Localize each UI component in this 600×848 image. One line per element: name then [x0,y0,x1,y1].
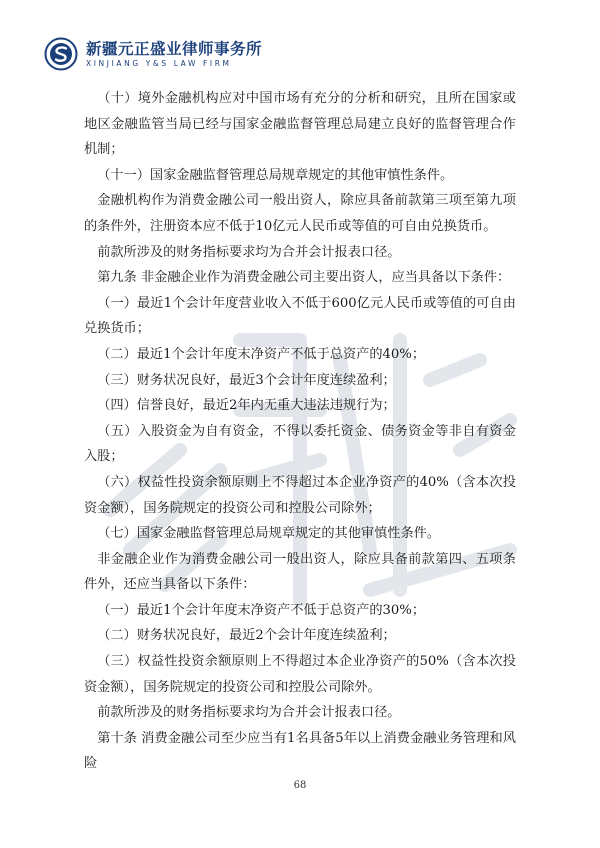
paragraph-10-overseas: （十）境外金融机构应对中国市场有充分的分析和研究，且所在国家或地区金融监管当局已经与国家金融监督管理总局建立良好的监督管理合作机制； [84,91,516,158]
article-9-item-4: （四）信誉良好，最近2年内无重大违法违规行为； [97,398,396,414]
general-item-1: （一）最近1个会计年度末净资产不低于总资产的30%； [97,602,426,618]
paragraph-report-basis-1: 前款所涉及的财务指标要求均为合并会计报表口径。 [97,244,401,260]
general-item-2: （二）财务状况良好，最近2个会计年度连续盈利； [97,628,396,644]
paragraph-report-basis-2: 前款所涉及的财务指标要求均为合并会计报表口径。 [97,705,401,721]
article-9-item-7: （七）国家金融监督管理总局规章规定的其他审慎性条件。 [97,526,441,542]
firm-name-en: XINJIANG Y&S LAW FIRM [86,58,232,68]
paragraph-financial-general: 金融机构作为消费金融公司一般出资人，除应具备前款第三项至第九项的条件外，注册资本应不低于10亿元人民币或等值的可自由兑换货币。 [84,193,516,234]
article-10-start: 第十条 消费金融公司至少应当有1名具备5年以上消费金融业务管理和风险 [84,730,516,772]
article-9-item-6: （六）权益性投资余额原则上不得超过本企业净资产的40%（含本次投资金额），国务院规定的投资公司和控股公司除外； [84,474,516,516]
article-9-item-1: （一）最近1个会计年度营业收入不低于600亿元人民币或等值的可自由兑换货币； [84,295,516,337]
article-9-item-2: （二）最近1个会计年度末净资产不低于总资产的40%； [97,346,426,362]
page-number: 68 [293,780,307,791]
paragraph-11-other: （十一）国家金融监督管理总局规章规定的其他审慎性条件。 [97,167,454,183]
article-9-item-5: （五）入股资金为自有资金，不得以委托资金、债务资金等非自有资金入股； [84,423,516,465]
article-9-item-3: （三）财务状况良好，最近3个会计年度连续盈利； [97,372,396,388]
document-body [84,86,516,777]
paragraph-nonfinancial-general: 非金融企业作为消费金融公司一般出资人，除应具备前款第四、五项条件外，还应当具备以下条件： [84,551,516,593]
letterhead [44,34,262,74]
firm-name-cn: 新疆元正盛业律师事务所 [86,39,263,58]
general-item-3: （三）权益性投资余额原则上不得超过本企业净资产的50%（含本次投资金额），国务院规定的投资公司和控股公司除外。 [84,654,516,695]
firm-logo-icon [44,37,78,71]
article-9-heading: 第九条 非金融企业作为消费金融公司主要出资人，应当具备以下条件： [97,270,511,286]
